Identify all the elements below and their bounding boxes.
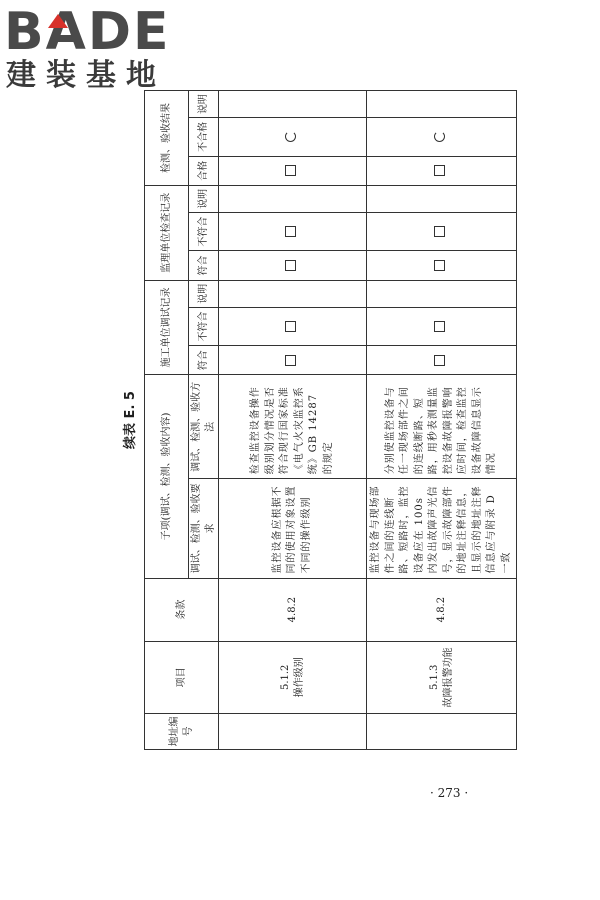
header-requirement: 调试、检测、验收要求	[189, 479, 219, 578]
checkbox-icon	[285, 321, 296, 332]
header-construction-record: 施工单位调试记录	[145, 280, 189, 375]
header-item: 项目	[145, 641, 219, 713]
checkbox-icon	[285, 260, 296, 271]
cell-item	[219, 641, 367, 713]
cell-construction-pass	[219, 346, 367, 375]
logo-subtitle: 建装基地	[6, 58, 166, 93]
header-result-ok: 合格	[189, 156, 219, 185]
cell-supervision-note	[219, 185, 367, 212]
cell-result-ok	[367, 156, 517, 185]
header-supervision-fail: 不符合	[189, 212, 219, 250]
checkbox-icon	[285, 226, 296, 237]
cell-construction-note	[219, 280, 367, 307]
cell-address-code	[219, 713, 367, 749]
checkbox-icon	[434, 321, 445, 332]
header-result: 检测、验收结果	[145, 91, 189, 186]
cell-result-note	[219, 91, 367, 118]
checkbox-icon	[434, 165, 445, 176]
cell-clause: 4.8.2	[219, 578, 367, 641]
header-supervision-record: 监理单位检查记录	[145, 185, 189, 280]
cell-supervision-fail	[367, 212, 517, 250]
page-number: · 273 ·	[430, 786, 469, 800]
header-sub-item: 子项(调试、检测、验收内容)	[145, 375, 189, 578]
logo-word: BADE	[4, 2, 171, 62]
item-name: 操作级别	[293, 657, 305, 698]
item-code: 5.1.3	[429, 664, 440, 691]
cell-result-ok	[219, 156, 367, 185]
bade-logo	[4, 4, 204, 100]
item-name: 故障报警功能	[442, 647, 454, 708]
cell-requirement: 监控设备与现场部件之间的连线断路、短路时，监控设备应在 100s 内发出故障声光信号，显示故障部件的地址注释信息，且显示的地址注释信息应与附录 D 一致	[367, 479, 517, 578]
table-caption: 续表 E. 5	[123, 391, 138, 449]
rotated-page	[118, 90, 512, 750]
cell-item	[367, 641, 517, 713]
cell-clause: 4.8.2	[367, 578, 517, 641]
cell-method: 检查监控设备操作级别划分情况是否符合现行国家标准《电气火灾监控系统》GB 14287 的规定	[219, 375, 367, 479]
checkbox-icon	[434, 226, 445, 237]
cell-method: 分别使监控设备与任一现场部件之间的连线断路、短路，用秒表测量监控设备故障报警响应时间，检查监控设备故障信息显示情况	[367, 375, 517, 479]
cell-supervision-pass	[367, 251, 517, 280]
cell-supervision-fail	[219, 212, 367, 250]
inspection-table	[144, 90, 517, 750]
logo-triangle-icon	[48, 14, 68, 28]
checkbox-icon	[285, 165, 296, 176]
cell-construction-pass	[367, 346, 517, 375]
cell-construction-note	[367, 280, 517, 307]
header-result-notok: 不合格	[189, 118, 219, 156]
header-supervision-pass: 符合	[189, 251, 219, 280]
cell-result-notok	[367, 118, 517, 156]
cell-construction-fail	[219, 307, 367, 345]
header-supervision-note: 说明	[189, 185, 219, 212]
checkbox-icon	[434, 260, 445, 271]
cell-result-note	[367, 91, 517, 118]
table-row	[367, 91, 517, 750]
circle-mark-icon	[434, 131, 445, 142]
header-construction-note: 说明	[189, 280, 219, 307]
header-clause: 条款	[145, 578, 219, 641]
cell-address-code	[367, 713, 517, 749]
checkbox-icon	[285, 355, 296, 366]
cell-requirement: 监控设备应根据不同的使用对象设置不同的操作级别	[219, 479, 367, 578]
cell-construction-fail	[367, 307, 517, 345]
cell-supervision-note	[367, 185, 517, 212]
cell-result-notok	[219, 118, 367, 156]
checkbox-icon	[434, 355, 445, 366]
table-row	[219, 91, 367, 750]
header-construction-pass: 符合	[189, 346, 219, 375]
header-construction-fail: 不符合	[189, 307, 219, 345]
header-address-code: 地址编号	[145, 713, 219, 749]
cell-supervision-pass	[219, 251, 367, 280]
header-method: 调试、检测、验收方法	[189, 375, 219, 479]
circle-mark-icon	[285, 131, 296, 142]
item-code: 5.1.2	[280, 664, 291, 691]
header-result-note: 说明	[189, 91, 219, 118]
